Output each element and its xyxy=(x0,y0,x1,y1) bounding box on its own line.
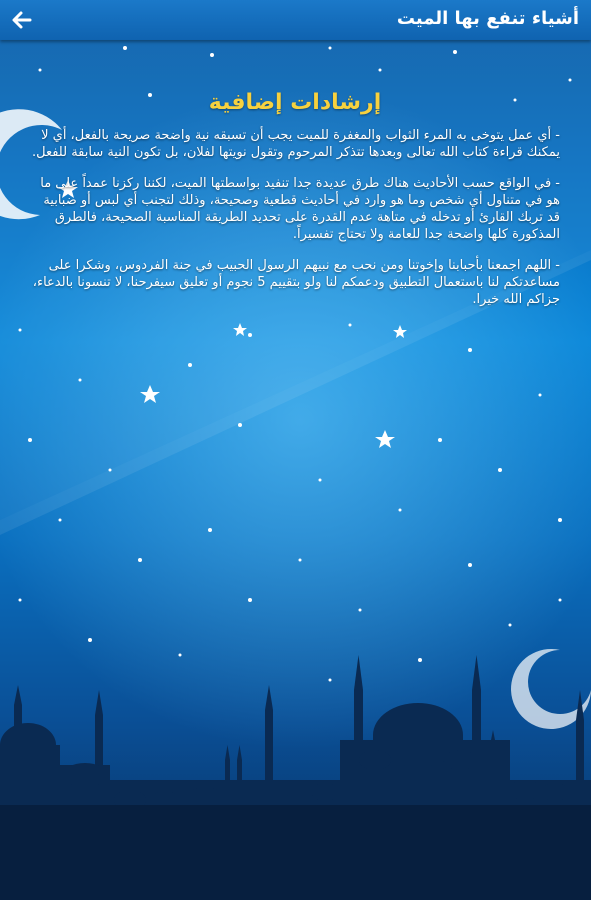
article-paragraph: - اللهم اجمعنا بأحبابنا وإخوتنا ومن نحب مع نبيهم الرسول الحبيب في جنة الفردوس، وشكرا على مساعدتكم لنا باستعمال التطبيق ودعمكم لنا ولو بتقييم 5 نجوم أو تعليق سيفرحنا، لا تنسونا بالدعاء، جزاكم الله خيرا. xyxy=(32,258,560,307)
article-paragraph: - أي عمل يتوخى به المرء الثواب والمغفرة للميت يجب أن تسبقه نية واضحة صريحة بالفعل، أي لا يمكنك قراءة كتاب الله تعالى وبعدها تتذكر المرحوم وتقول نويتها لفلان، بل تكون النية سابقة للفعل. xyxy=(31,128,560,160)
back-button[interactable] xyxy=(6,4,38,36)
article-paragraph: - في الواقع حسب الأحاديث هناك طرق عديدة جدا تنفيد بواسطتها الميت، لكننا ركزنا عمداً على ما هو في متناول أي شخص وما هو وارد في أحاديث قطعية وصحيحة، وذلك لتجنب أي لبس أو ضبابية قد تربك القارئ أو تدخله في متاهة عدم القدرة على تحديد الطريقة المناسبة الصحيحة، فالطرق المذكورة كلها واضحة جدا للعامة ولا تحتاج تفسيراً. xyxy=(40,176,560,242)
arrow-left-icon xyxy=(6,4,38,36)
app-toolbar xyxy=(0,0,591,40)
page-title: أشياء تنفع بها الميت xyxy=(396,8,579,29)
article-heading: إرشادات إضافية xyxy=(208,90,382,115)
article-content xyxy=(30,90,560,322)
